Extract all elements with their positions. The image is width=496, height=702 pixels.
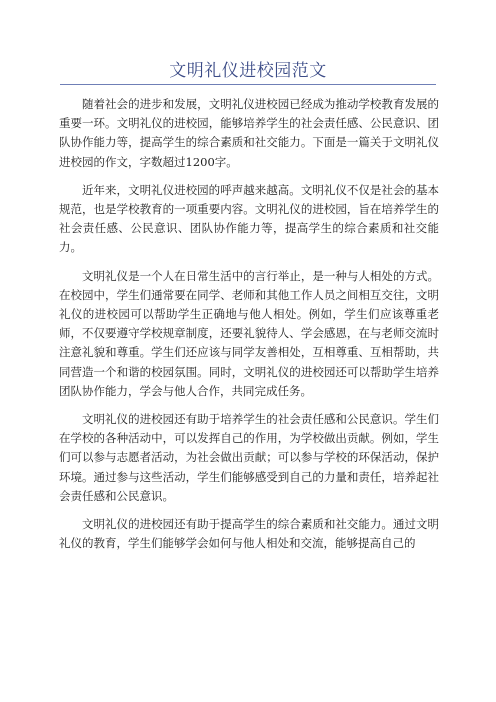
document-body bbox=[59, 95, 439, 562]
paragraph-2: 近年来，文明礼仪进校园的呼声越来越高。文明礼仪不仅是社会的基本规范，也是学校教育的一项重要内容。文明礼仪的进校园，旨在培养学生的社会责任感、公民意识、团队协作能力等，提高学生的综合素质和社交能力。 bbox=[59, 182, 439, 255]
paragraph-4: 文明礼仪的进校园还有助于培养学生的社会责任感和公民意识。学生们在学校的各种活动中，可以发挥自己的作用，为学校做出贡献。例如，学生们可以参与志愿者活动，为社会做出贡献；可以参与学校的环保活动，保护环境。通过参与这些活动，学生们能够感受到自己的力量和责任，培养起社会责任感和公民意识。 bbox=[59, 412, 439, 503]
paragraph-1: 随着社会的进步和发展，文明礼仪进校园已经成为推动学校教育发展的重要一环。文明礼仪的进校园，能够培养学生的社会责任感、公民意识、团队协作能力等，提高学生的综合素质和社交能力。下面是一篇关于文明礼仪进校园的作文，字数超过1200字。 bbox=[59, 97, 439, 169]
document-title: 文明礼仪进校园范文 bbox=[169, 61, 327, 81]
paragraph-5: 文明礼仪的进校园还有助于提高学生的综合素质和社交能力。通过文明礼仪的教育，学生们能够学会如何与他人相处和交流，能够提高自己的 bbox=[59, 517, 439, 551]
title-divider bbox=[60, 84, 436, 85]
paragraph-3: 文明礼仪是一个人在日常生活中的言行举止，是一种与人相处的方式。在校园中，学生们通常要在同学、老师和其他工作人员之间相互交往，文明礼仪的进校园可以帮助学生正确地与他人相处。例如，学生们应该尊重老师，不仅要遵守学校规章制度，还要礼貌待人、学会感恩，在与老师交流时注意礼貌和尊重。学生们还应该与同学友善相处，互相尊重、互相帮助，共同营造一个和谐的校园氛围。同时，文明礼仪的进校园还可以帮助学生培养团队协作能力，学会与他人合作，共同完成任务。 bbox=[59, 268, 439, 398]
